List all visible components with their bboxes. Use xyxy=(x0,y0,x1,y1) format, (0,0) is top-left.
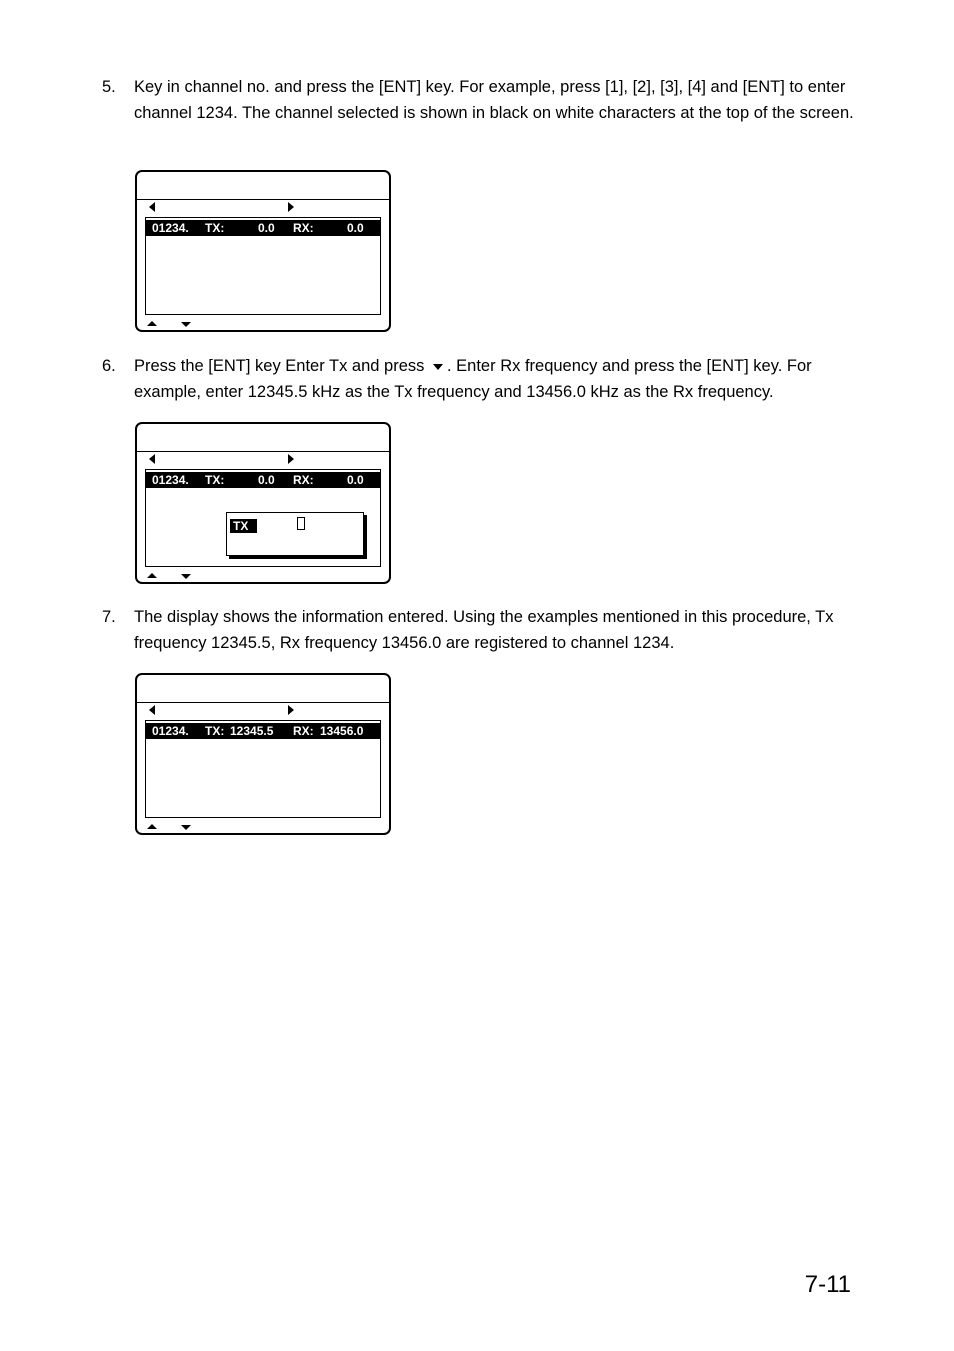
scroll-down-icon xyxy=(181,574,191,579)
tx-value: 0.0 xyxy=(258,221,275,235)
popup-tx-label: TX xyxy=(230,519,257,533)
right-arrow-icon xyxy=(288,454,294,464)
title-divider xyxy=(137,702,389,703)
left-arrow-icon xyxy=(149,705,155,715)
selected-channel-row xyxy=(146,472,380,488)
rx-label: RX: xyxy=(293,724,314,738)
rx-value: 13456.0 xyxy=(320,724,364,738)
left-arrow-icon xyxy=(149,202,155,212)
step-number: 6. xyxy=(102,357,116,375)
tx-label: TX: xyxy=(205,724,225,738)
selected-channel-row xyxy=(146,220,380,236)
rx-value: 0.0 xyxy=(347,221,364,235)
scroll-up-icon xyxy=(147,573,157,578)
right-arrow-icon xyxy=(288,202,294,212)
tx-label: TX: xyxy=(205,221,225,235)
display-screen-1 xyxy=(135,170,391,332)
page-number: 7-11 xyxy=(804,1271,851,1298)
channel-number: 01234. xyxy=(152,724,189,738)
scroll-up-icon xyxy=(147,824,157,829)
channel-number: 01234. xyxy=(152,221,189,235)
title-divider xyxy=(137,451,389,452)
left-arrow-icon xyxy=(149,454,155,464)
tx-value: 12345.5 xyxy=(230,724,274,738)
step-text: The display shows the information entered. Using the examples mentioned in this procedure, Tx frequency 12345.5, Rx frequency 13456.0 are registered to channel 1234. xyxy=(134,608,834,652)
channel-list xyxy=(145,217,381,315)
rx-label: RX: xyxy=(293,221,314,235)
tx-label: TX: xyxy=(205,473,225,487)
selected-channel-row xyxy=(146,723,380,739)
tx-entry-popup xyxy=(226,512,364,556)
step-text-before: Press the [ENT] key Enter Tx and press xyxy=(134,357,425,375)
tx-value: 0.0 xyxy=(258,473,275,487)
channel-number: 01234. xyxy=(152,473,189,487)
step-text xyxy=(134,354,859,405)
step-number: 5. xyxy=(102,78,116,96)
step-number: 7. xyxy=(102,608,116,626)
scroll-up-icon xyxy=(147,321,157,326)
display-screen-3 xyxy=(135,673,391,835)
channel-list xyxy=(145,720,381,818)
title-divider xyxy=(137,199,389,200)
step-text: Key in channel no. and press the [ENT] key. For example, press [1], [2], [3], [4] and [ENT] to enter channel 1234. The channel selected is shown in black on white characters at the top of the screen. xyxy=(134,78,854,122)
rx-value: 0.0 xyxy=(347,473,364,487)
rx-label: RX: xyxy=(293,473,314,487)
scroll-down-icon xyxy=(181,825,191,830)
input-cursor[interactable] xyxy=(297,517,305,530)
display-screen-2 xyxy=(135,422,391,584)
scroll-down-icon xyxy=(181,322,191,327)
right-arrow-icon xyxy=(288,705,294,715)
step-text-after: . Enter Rx frequency and press the [ENT] key. For example, enter 12345.5 kHz as the Tx frequency and 13456.0 kHz as the Rx frequency. xyxy=(134,357,812,401)
down-arrow-icon xyxy=(433,364,443,370)
